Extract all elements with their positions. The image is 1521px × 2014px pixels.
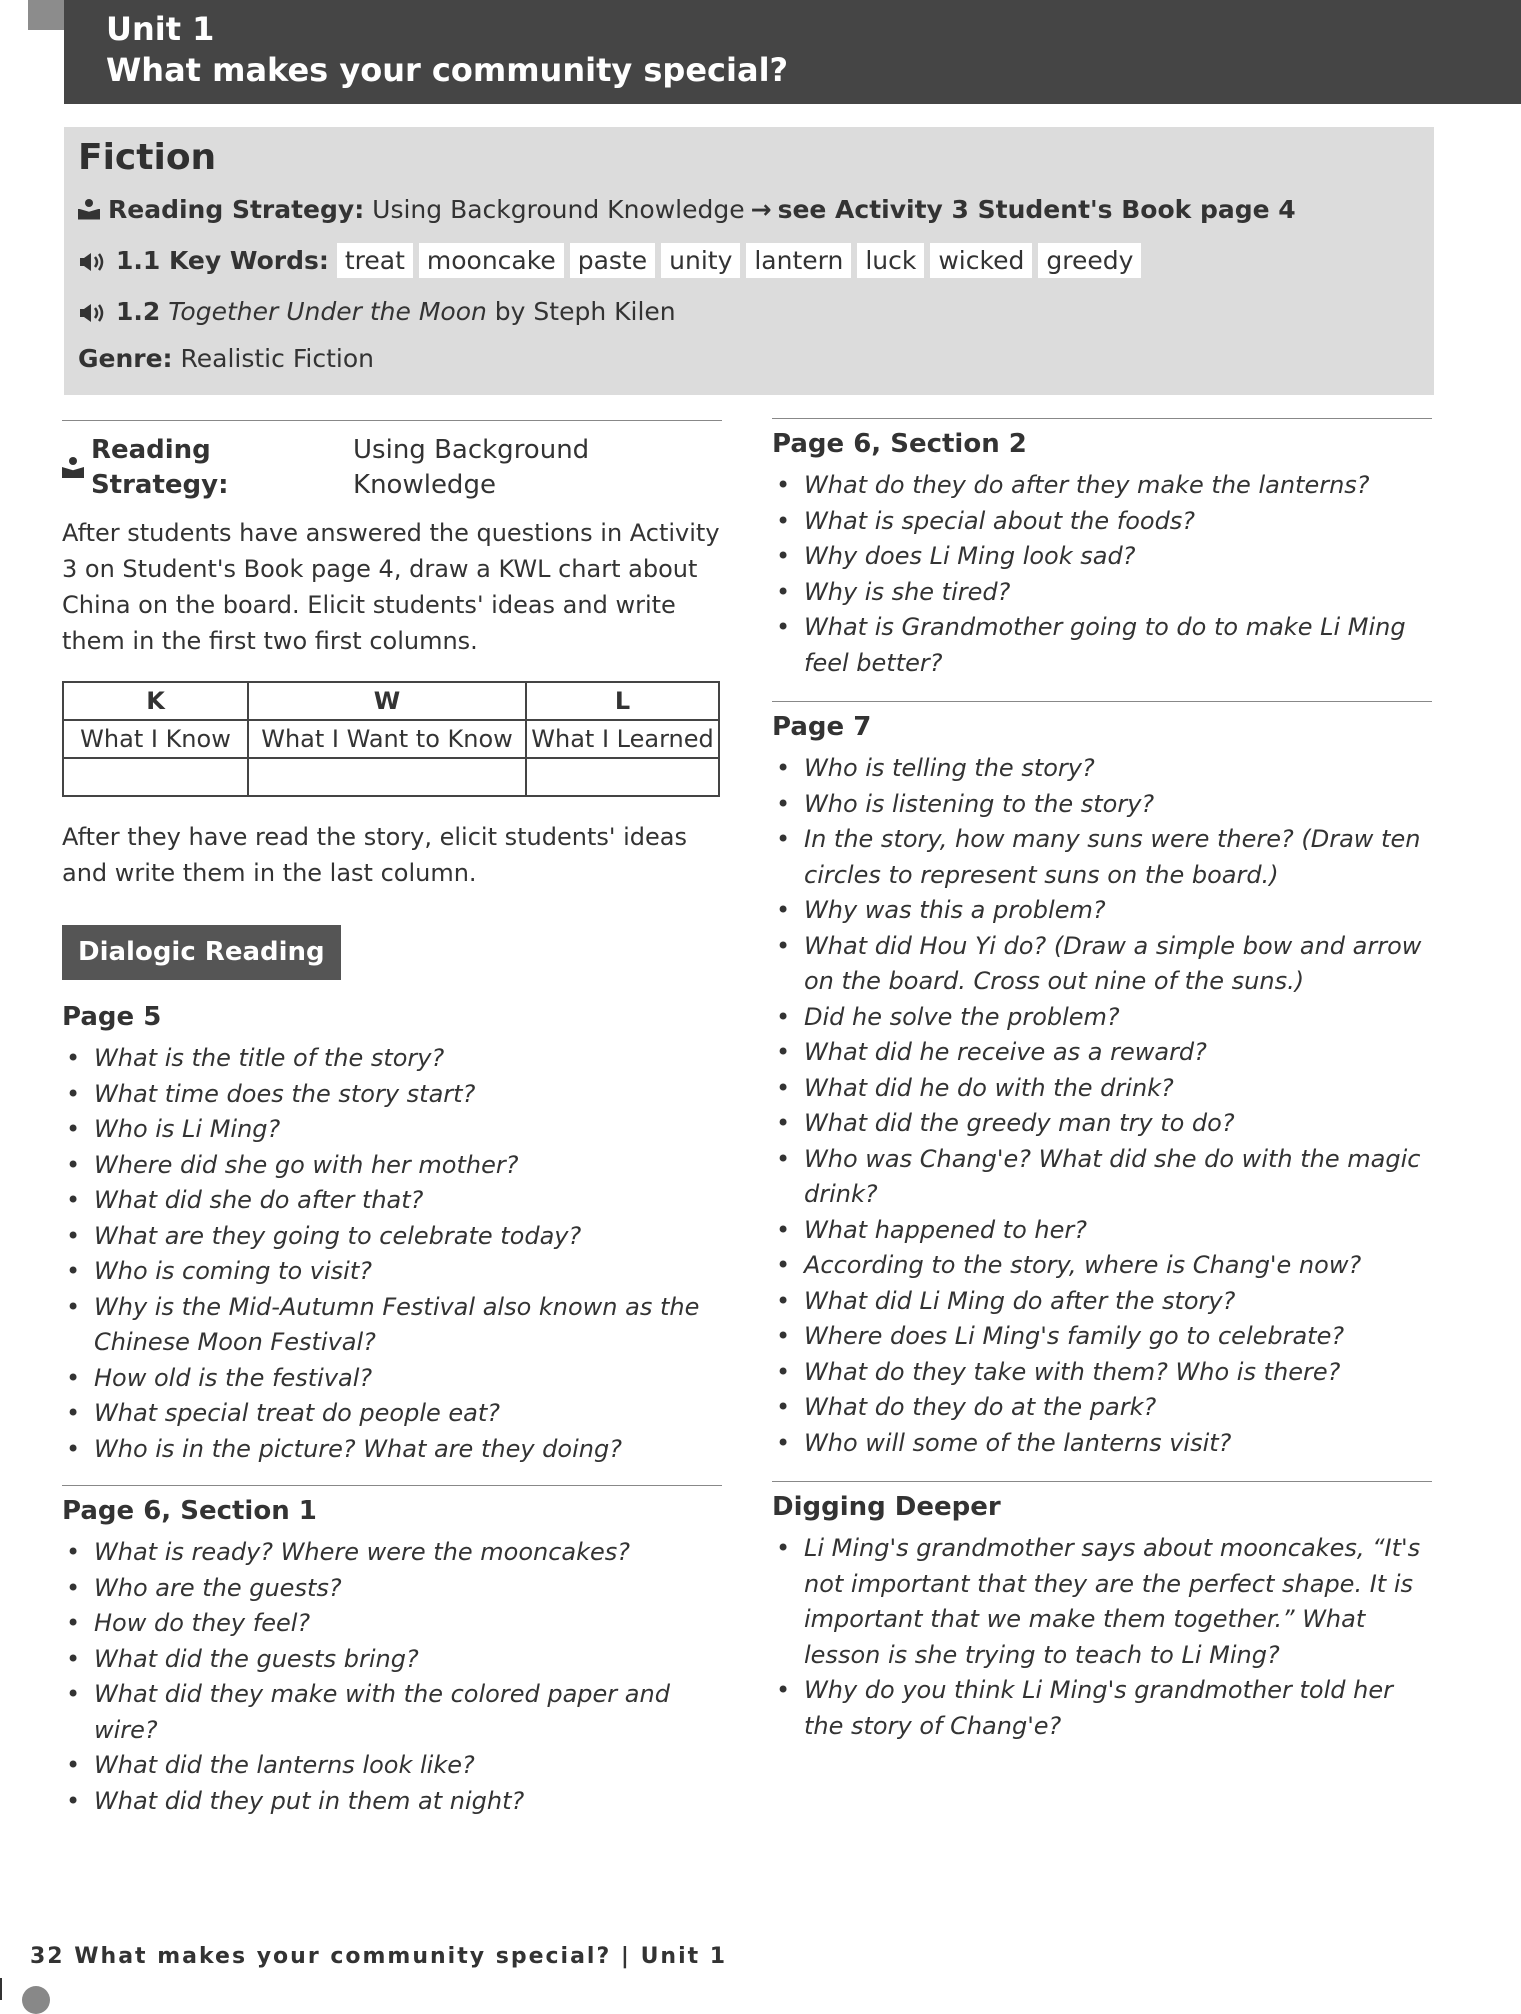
after-reading-text: After they have read the story, elicit students' ideas and write them in the last column. (62, 823, 687, 887)
key-word: mooncake (419, 243, 564, 278)
strategy-heading (62, 433, 722, 503)
kwl-header-l: L (526, 682, 719, 720)
strategy-label: Reading Strategy: (108, 195, 365, 224)
story-author: by Steph Kilen (494, 297, 676, 326)
page6-section1-questions (62, 1535, 722, 1819)
list-item: • Who is in the picture? What are they doing? (62, 1432, 722, 1468)
list-item: • According to the story, where is Chang'e now? (772, 1248, 1432, 1284)
list-item: • What did Li Ming do after the story? (772, 1284, 1432, 1320)
list-item: • What did he receive as a reward? (772, 1035, 1432, 1071)
key-word: greedy (1038, 243, 1141, 278)
audio-speaker-icon[interactable] (78, 250, 112, 272)
list-item: • Where did she go with her mother? (62, 1148, 722, 1184)
list-item: • Who is telling the story? (772, 751, 1432, 787)
strategy-text: Using Background Knowledge (372, 195, 745, 224)
list-item: • What did she do after that? (62, 1183, 722, 1219)
list-item: • Why is she tired? (772, 575, 1432, 611)
divider (62, 1485, 722, 1486)
page-footer: 32 What makes your community special? | Unit 1 (30, 1944, 728, 1969)
reader-icon (62, 457, 83, 479)
strategy-intro: After students have answered the questions in Activity 3 on Student's Book page 4, draw a KWL chart about China on the board. Elicit students' ideas and write them in the first two first columns. (62, 519, 720, 655)
list-item: • What is special about the foods? (772, 504, 1432, 540)
page6-section1-title: Page 6, Section 1 (62, 1496, 317, 1526)
list-item: • What do they do after they make the lanterns? (772, 468, 1432, 504)
kwl-header-k: K (63, 682, 248, 720)
list-item: • What did the greedy man try to do? (772, 1106, 1432, 1142)
list-item: • How do they feel? (62, 1606, 722, 1642)
right-column (772, 418, 1432, 1744)
divider (772, 1481, 1432, 1482)
key-words-row (78, 243, 1147, 278)
key-word: lantern (746, 243, 851, 278)
list-item: • What did he do with the drink? (772, 1071, 1432, 1107)
key-word: luck (857, 243, 924, 278)
list-item: • What do they take with them? Who is there? (772, 1355, 1432, 1391)
key-word: paste (570, 243, 655, 278)
page5-questions (62, 1041, 722, 1467)
page5-title: Page 5 (62, 1002, 162, 1032)
page6-section2-title: Page 6, Section 2 (772, 429, 1027, 459)
divider (62, 420, 722, 421)
audio-speaker-icon[interactable] (78, 301, 112, 323)
footer-dot-decoration (22, 1986, 50, 2014)
genre-row (78, 344, 374, 373)
key-word: wicked (930, 243, 1032, 278)
divider (772, 701, 1432, 702)
genre-label: Genre: (78, 344, 173, 373)
list-item: • What happened to her? (772, 1213, 1432, 1249)
page7-questions (772, 751, 1432, 1461)
list-item: • What time does the story start? (62, 1077, 722, 1113)
list-item: • What do they do at the park? (772, 1390, 1432, 1426)
list-item: • How old is the festival? (62, 1361, 722, 1397)
story-title: Together Under the Moon (168, 297, 487, 326)
kwl-subheader-want: What I Want to Know (248, 720, 526, 758)
list-item: • Who is coming to visit? (62, 1254, 722, 1290)
list-item: • Why do you think Li Ming's grandmother told her the story of Chang'e? (772, 1673, 1432, 1744)
list-item: • In the story, how many suns were there? (Draw ten circles to represent suns on the board.) (772, 822, 1432, 893)
strategy-label: Reading Strategy: (90, 435, 229, 500)
list-item: • Who are the guests? (62, 1571, 722, 1607)
unit-label: Unit 1 (106, 10, 215, 48)
unit-title: What makes your community special? (106, 51, 789, 89)
digging-deeper-title: Digging Deeper (772, 1492, 1001, 1522)
list-item: • What are they going to celebrate today? (62, 1219, 722, 1255)
list-item: • Did he solve the problem? (772, 1000, 1432, 1036)
list-item: • What did the lanterns look like? (62, 1748, 722, 1784)
list-item: • Why is the Mid-Autumn Festival also known as the Chinese Moon Festival? (62, 1290, 722, 1361)
left-column (62, 420, 722, 1819)
list-item: • Where does Li Ming's family go to celebrate? (772, 1319, 1432, 1355)
list-item: • What is Grandmother going to do to make Li Ming feel better? (772, 610, 1432, 681)
digging-deeper-questions (772, 1531, 1432, 1744)
unit-header (64, 0, 1521, 104)
kwl-cell-empty (248, 758, 526, 796)
page6-section2-questions (772, 468, 1432, 681)
list-item: • Who will some of the lanterns visit? (772, 1426, 1432, 1462)
list-item: • What did they make with the colored paper and wire? (62, 1677, 722, 1748)
list-item: • What did they put in them at night? (62, 1784, 722, 1820)
reader-icon (78, 199, 100, 221)
story-track: 1.2 (116, 297, 161, 326)
kwl-subheader-know: What I Know (63, 720, 248, 758)
genre-value: Realistic Fiction (180, 344, 374, 373)
kwl-cell-empty (526, 758, 719, 796)
fiction-strategy-row (78, 195, 1296, 224)
list-item: • Who was Chang'e? What did she do with the magic drink? (772, 1142, 1432, 1213)
list-item: • Why was this a problem? (772, 893, 1432, 929)
key-word: treat (337, 243, 413, 278)
kwl-chart (62, 681, 720, 797)
footer-corner-mark (0, 1978, 2, 2000)
list-item: • Li Ming's grandmother says about mooncakes, “It's not important that they are the perfect shape. It is important that we make them together.” What lesson is she trying to teach to Li Ming? (772, 1531, 1432, 1673)
fiction-box (64, 127, 1434, 395)
list-item: • What did Hou Yi do? (Draw a simple bow and arrow on the board. Cross out nine of the suns.) (772, 929, 1432, 1000)
story-row (78, 297, 676, 326)
page7-title: Page 7 (772, 712, 872, 742)
fiction-title: Fiction (78, 137, 217, 178)
kwl-subheader-learned: What I Learned (526, 720, 719, 758)
dialogic-reading-label: Dialogic Reading (62, 925, 341, 980)
list-item: • What is ready? Where were the mooncakes? (62, 1535, 722, 1571)
list-item: • Who is Li Ming? (62, 1112, 722, 1148)
list-item: • What is the title of the story? (62, 1041, 722, 1077)
divider (772, 418, 1432, 419)
strategy-text: Using Background Knowledge (353, 435, 590, 500)
list-item: • Why does Li Ming look sad? (772, 539, 1432, 575)
list-item: • What did the guests bring? (62, 1642, 722, 1678)
arrow-right-icon: → (750, 195, 772, 224)
key-word: unity (661, 243, 740, 278)
strategy-ref: see Activity 3 Student's Book page 4 (777, 195, 1296, 224)
key-words-list (337, 243, 1148, 278)
list-item: • What special treat do people eat? (62, 1396, 722, 1432)
key-words-label: 1.1 Key Words: (116, 246, 329, 275)
kwl-cell-empty (63, 758, 248, 796)
list-item: • Who is listening to the story? (772, 787, 1432, 823)
kwl-header-w: W (248, 682, 526, 720)
